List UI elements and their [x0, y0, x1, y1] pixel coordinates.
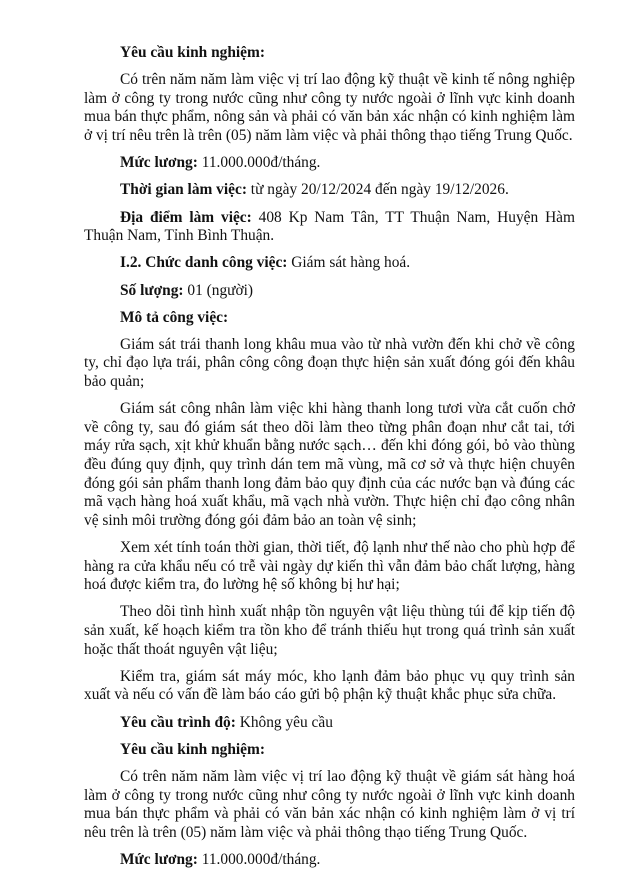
experience-heading-label: Yêu cầu kinh nghiệm: [120, 740, 265, 758]
salary-value: 11.000.000đ/tháng. [197, 154, 321, 172]
document-page [84, 44, 575, 878]
experience-text-2: Có trên năm năm làm việc vị trí lao động kỹ thuật về giám sát hàng hoá làm ở công ty trong nước cũng như công ty nước ngoài ở lĩnh vực kinh doanh mua bán thực phẩm và phải có văn bản xác nhận có kinh nghiệm làm ở vị trí nêu trên là trên (05) năm làm việc và phải thông thạo tiếng Trung Quốc. [84, 767, 575, 841]
description-paragraph: Giám sát công nhân làm việc khi hàng thanh long tươi vừa cắt cuốn chở về công ty, sau đó giám sát theo dõi làm theo từng phân đoạn như cắt tai, tới máy rửa sạch, xịt khử khuẩn bằng nước sạch… đến khi đóng gói, bỏ vào thùng đều đúng quy định, quy trình dán tem mã vùng, mã cơ sở và thực hiện chuyên đóng gói sản phẩm thanh long đảm bảo quy định của các nước bạn và đúng các mã vạch hàng hoá xuất khẩu, mã vạch nhà vườn. Thực hiện chỉ đạo công nhân vệ sinh môi trường đóng gói đảm bảo an toàn vệ sinh; [84, 400, 575, 529]
job-title-line [84, 254, 575, 273]
salary-value: 11.000.000đ/tháng. [197, 850, 321, 868]
education-value: Không yêu cầu [235, 713, 333, 731]
quantity-value: 01 (người) [183, 281, 254, 299]
work-time-value: từ ngày 20/12/2024 đến ngày 19/12/2026. [246, 181, 509, 199]
job-title-value: Giám sát hàng hoá. [287, 254, 411, 272]
description-paragraph: Giám sát trái thanh long khâu mua vào từ nhà vườn đến khi chở về công ty, chỉ đạo lựa trái, phân công công đoạn thực hiện sản xuất đóng gói đến khâu bảo quản; [84, 335, 575, 391]
description-paragraph: Xem xét tính toán thời gian, thời tiết, độ lạnh như thế nào cho phù hợp để hàng ra cửa khẩu nếu có trễ vài ngày dự kiến thì vẫn đảm bảo chất lượng, hàng hoá được kiểm tra, đo lường hệ số không bị hư hại; [84, 539, 575, 594]
experience-heading-1 [84, 44, 575, 63]
experience-heading-label: Yêu cầu kinh nghiệm: [120, 44, 265, 61]
description-paragraph: Theo dõi tình hình xuất nhập tồn nguyên vật liệu thùng túi để kịp tiến độ sản xuất, kế hoạch kiểm tra tồn kho để tránh thiếu hụt trong quá trình sản xuất hoặc thất thoát nguyên vật liệu; [84, 603, 575, 658]
work-time-label: Thời gian làm việc: [120, 181, 247, 199]
job-title-label: I.2. Chức danh công việc: [120, 254, 288, 272]
education-line [84, 714, 575, 733]
salary-line-1 [84, 154, 575, 173]
experience-heading-2 [84, 741, 575, 760]
education-label: Yêu cầu trình độ: [120, 713, 236, 731]
description-paragraph: Kiểm tra, giám sát máy móc, kho lạnh đảm bảo phục vụ quy trình sản xuất và nếu có vấn đề làm báo cáo gửi bộ phận kỹ thuật khắc phục sửa chữa. [84, 667, 575, 704]
quantity-label: Số lượng: [120, 281, 184, 299]
salary-label: Mức lương: [120, 850, 198, 868]
salary-label: Mức lương: [120, 154, 198, 172]
location-line [84, 209, 575, 246]
location-label: Địa điểm làm việc: [120, 208, 252, 226]
description-heading [84, 309, 575, 328]
quantity-line [84, 282, 575, 301]
experience-text-1: Có trên năm năm làm việc vị trí lao động kỹ thuật về kinh tế nông nghiệp làm ở công ty trong nước cũng như công ty nước ngoài ở lĩnh vực kinh doanh mua bán thực phẩm, nông sản và phải có văn bản xác nhận có kinh nghiệm làm ở vị trí nêu trên là trên (05) năm làm việc và phải thông thạo tiếng Trung Quốc. [84, 71, 575, 144]
description-heading-label: Mô tả công việc: [120, 308, 229, 326]
salary-line-2 [84, 851, 575, 870]
work-time-line [84, 181, 575, 200]
location-value: 408 Kp Nam Tân, TT Thuận Nam, Huyện Hàm Thuận Nam, Tỉnh Bình Thuận. [84, 208, 575, 245]
